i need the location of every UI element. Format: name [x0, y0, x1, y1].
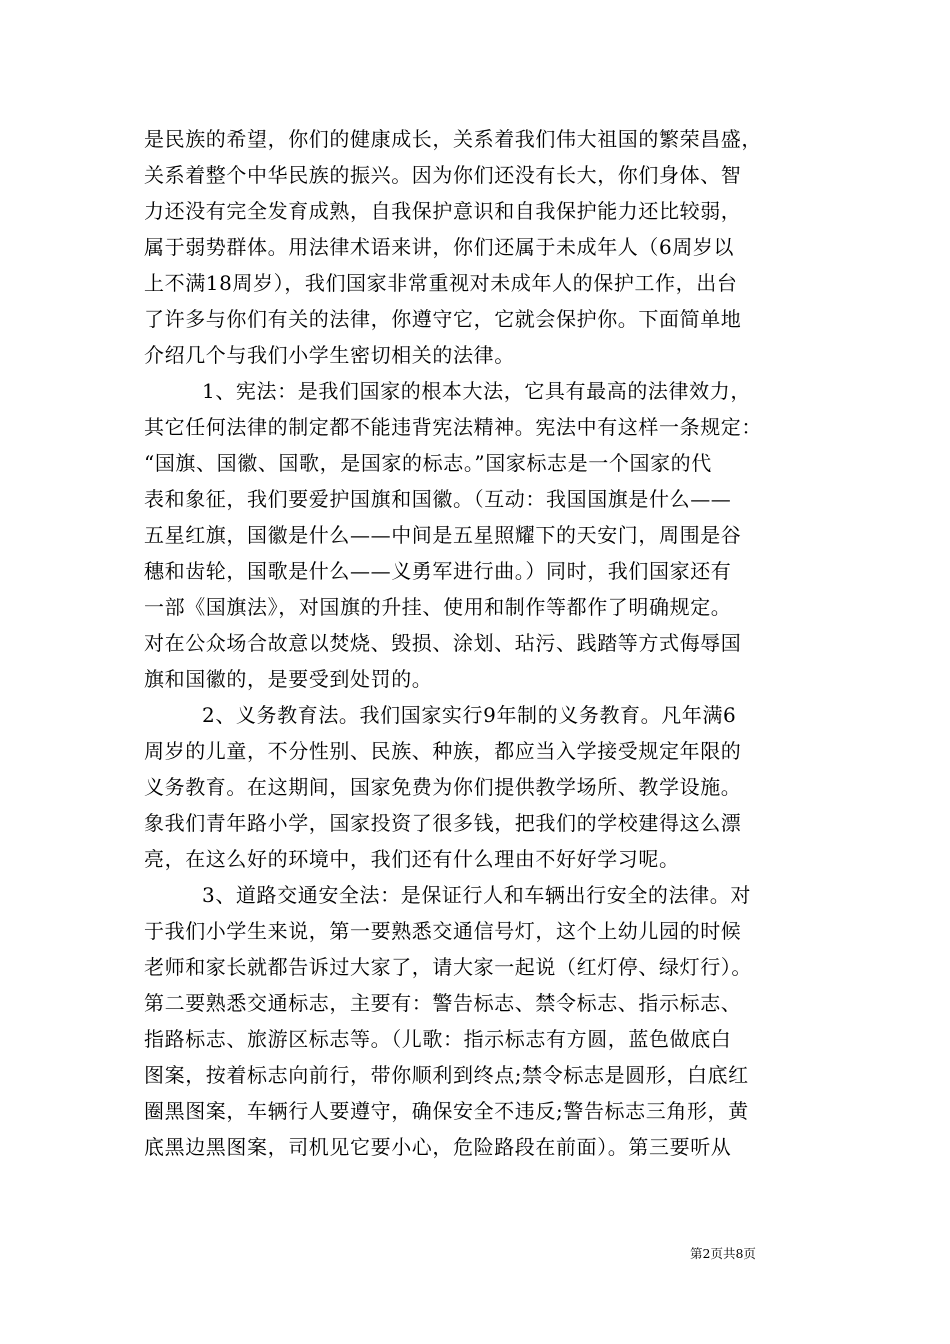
text-line: 上不满18周岁），我们国家非常重视对未成年人的保护工作，出台: [144, 271, 738, 295]
text-line: 象我们青年路小学，国家投资了很多钱，把我们的学校建得这么漂: [144, 811, 742, 835]
text-line: 五星红旗，国徽是什么——中间是五星照耀下的天安门，周围是谷: [144, 523, 742, 547]
text-line: 图案，按着标志向前行，带你顺利到终点;禁令标志是圆形，白底红: [144, 1063, 749, 1087]
text-line: 关系着整个中华民族的振兴。因为你们还没有长大，你们身体、智: [144, 163, 742, 187]
text-line: 一部《国旗法》，对国旗的升挂、使用和制作等都作了明确规定。: [144, 595, 732, 619]
text-line: 第二要熟悉交通标志，主要有：警告标志、禁令标志、指示标志、: [144, 991, 742, 1015]
text-line: 力还没有完全发育成熟，自我保护意识和自我保护能力还比较弱，: [144, 199, 742, 223]
text-line: 表和象征，我们要爱护国旗和国徽。（互动：我国国旗是什么——: [144, 487, 732, 511]
text-line: 了许多与你们有关的法律，你遵守它，它就会保护你。下面简单地: [144, 307, 742, 331]
text-line: 旗和国徽的，是要受到处罚的。: [144, 667, 433, 691]
document-body: [144, 121, 824, 1165]
text-line: 属于弱势群体。用法律术语来讲，你们还属于未成年人（6周岁以: [144, 235, 735, 259]
text-line: 亮，在这么好的环境中，我们还有什么理由不好好学习呢。: [144, 847, 680, 871]
text-line: 圈黑图案，车辆行人要遵守，确保安全不违反;警告标志三角形，黄: [144, 1099, 749, 1123]
text-line: 老师和家长就都告诉过大家了，请大家一起说（红灯停、绿灯行）。: [144, 955, 752, 979]
section-3-heading-line: 3、道路交通安全法：是保证行人和车辆出行安全的法律。对: [202, 883, 751, 907]
text-line: 介绍几个与我们小学生密切相关的法律。: [144, 343, 515, 367]
text-line: 是民族的希望，你们的健康成长，关系着我们伟大祖国的繁荣昌盛，: [144, 127, 762, 151]
text-line: 底黑边黑图案，司机见它要小心，危险路段在前面）。第三要听从: [144, 1135, 732, 1159]
text-line: 对在公众场合故意以焚烧、毁损、涂划、玷污、践踏等方式侮辱国: [144, 631, 742, 655]
page-number-footer: 第2页共8页: [690, 1246, 756, 1261]
text-line: 于我们小学生来说，第一要熟悉交通信号灯，这个上幼儿园的时候: [144, 919, 742, 943]
text-line: 义务教育。在这期间，国家免费为你们提供教学场所、教学设施。: [144, 775, 742, 799]
text-line: 指路标志、旅游区标志等。（儿歌：指示标志有方圆，蓝色做底白: [144, 1027, 732, 1051]
text-line: 穗和齿轮，国歌是什么——义勇军进行曲。）同时，我们国家还有: [144, 559, 732, 583]
text-line: 周岁的儿童，不分性别、民族、种族，都应当入学接受规定年限的: [144, 739, 742, 763]
section-1-heading-line: 1、宪法：是我们国家的根本大法，它具有最高的法律效力，: [202, 379, 751, 403]
section-2-heading-line: 2、义务教育法。我们国家实行9年制的义务教育。凡年满6: [202, 703, 737, 727]
text-line: 其它任何法律的制定都不能违背宪法精神。宪法中有这样一条规定：: [144, 415, 762, 439]
text-line: “国旗、国徽、国歌，是国家的标志。”国家标志是一个国家的代: [144, 451, 712, 475]
